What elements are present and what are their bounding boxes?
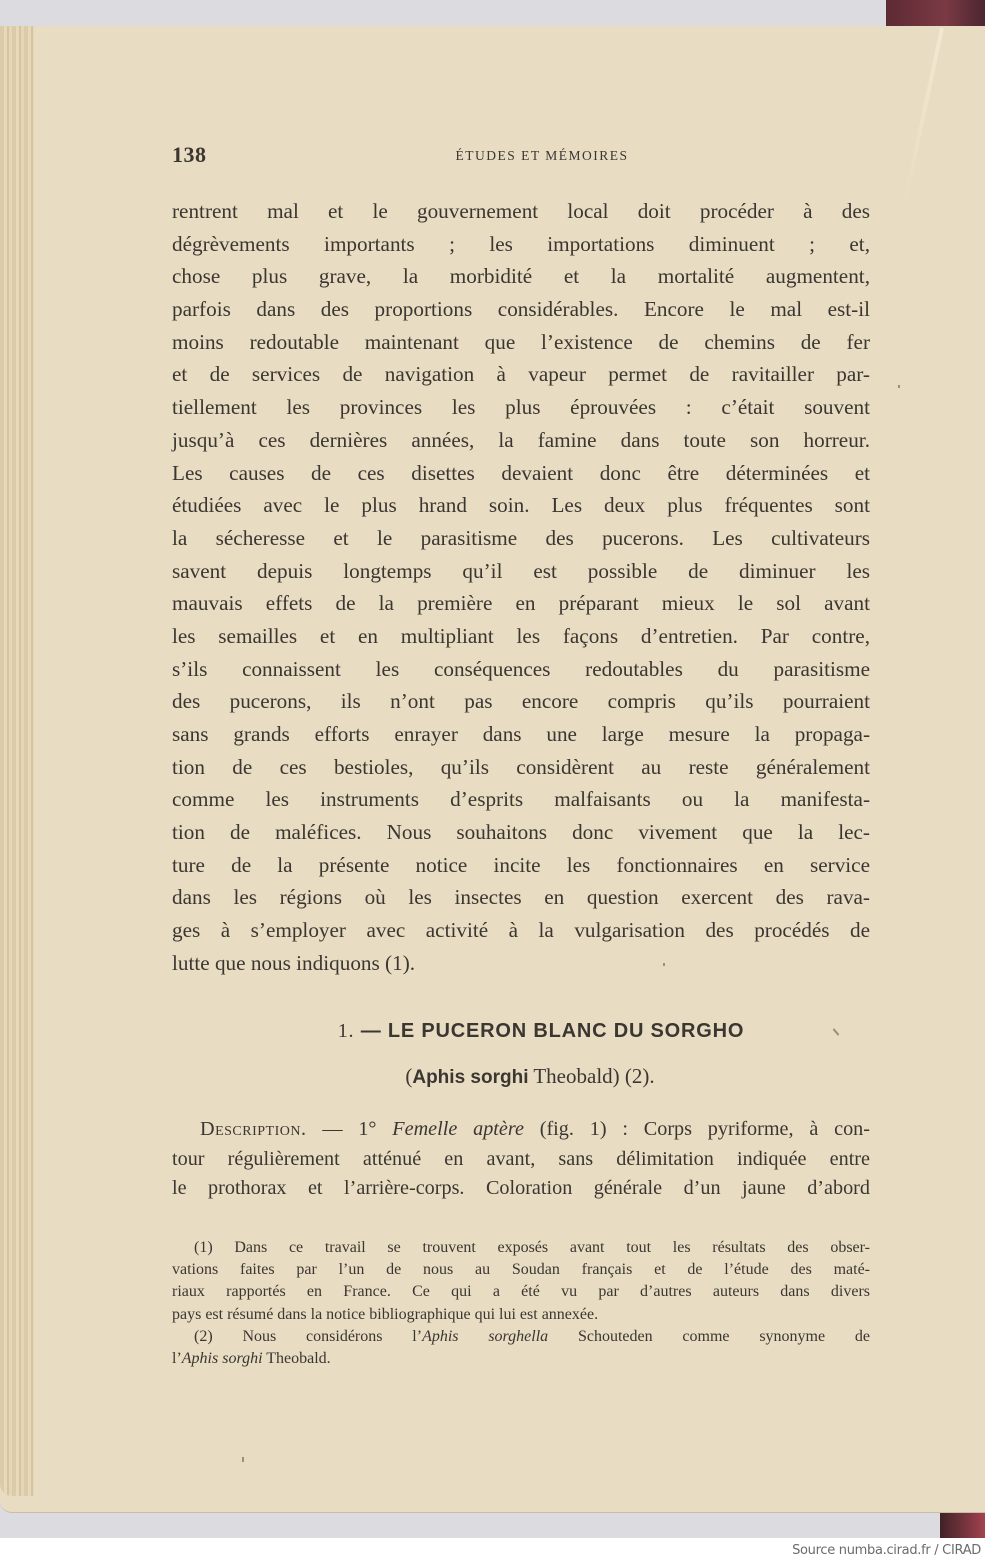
description-sep: — 1° [306, 1118, 393, 1140]
paper-speck [898, 385, 900, 388]
description-line: tour régulièrement atténué en avant, sans délimitation indiquée entre [172, 1147, 870, 1170]
book-cover-bottom [940, 1512, 985, 1538]
running-head [172, 142, 872, 172]
body-line: tion de maléfices. Nous souhaitons donc vivement que la lec- [172, 820, 870, 845]
body-line: ges à s’employer avec activité à la vulgarisation des procédés de [172, 918, 870, 943]
body-line: lutte que nous indiquons (1). [172, 950, 416, 975]
description-line [172, 1115, 870, 1145]
body-line: mauvais effets de la première en préparant mieux le sol avant [172, 591, 870, 616]
body-line: chose plus grave, la morbidité et la mortalité augmentent, [172, 264, 870, 289]
footnotes [172, 1237, 870, 1370]
section-number: 1. [337, 1020, 355, 1042]
description-text: (fig. 1) : Corps pyriforme, à con- [523, 1118, 870, 1140]
description-label: Description. [200, 1118, 307, 1140]
footnote-line [172, 1348, 870, 1370]
body-line: tion de ces bestioles, qu’ils considèrent au reste généralement [172, 754, 870, 779]
body-line: parfois dans des proportions considérables. Encore le mal est-il [172, 297, 870, 322]
fn2-text: (2) Nous considérons l’ [194, 1327, 423, 1345]
subtitle-paren: ( [405, 1064, 413, 1088]
description-line: le prothorax et l’arrière-corps. Coloration générale d’un jaune d’abord [172, 1177, 870, 1199]
body-line: rentrent mal et le gouvernement local doit procéder à des [172, 199, 870, 223]
section-dash: — [360, 1020, 382, 1042]
section-heading [172, 1020, 870, 1043]
footnote-line: pays est résumé dans la notice bibliographique qui lui est annexée. [172, 1305, 599, 1323]
description-italic: Femelle aptère [392, 1118, 524, 1140]
body-line: tiellement les provinces les plus éprouvées : c’était souvent [172, 395, 870, 420]
body-line: s’ils connaissent les conséquences redoutables du parasitisme [172, 656, 870, 681]
section-title-text: LE PUCERON BLANC DU SORGHO [387, 1020, 745, 1042]
section-subtitle [172, 1064, 870, 1089]
paper-speck [242, 1457, 244, 1462]
body-line: savent depuis longtemps qu’il est possible de diminuer les [172, 558, 870, 583]
footnote-line: riaux rapportés en France. Ce qui a été vu par d’autres auteurs dans divers [172, 1283, 870, 1301]
body-line: jusqu’à ces dernières années, la famine dans toute son horreur. [172, 427, 870, 452]
source-credit: Source numba.cirad.fr / CIRAD [792, 1543, 981, 1558]
body-line: les semailles et en multipliant les façons d’entretien. Par contre, [172, 623, 870, 648]
footnote-line: (1) Dans ce travail se trouvent exposés avant tout les résultats des obser- [194, 1239, 870, 1256]
body-line: comme les instruments d’esprits malfaisants ou la manifesta- [172, 787, 870, 812]
running-title: ÉTUDES ET MÉMOIRES [455, 148, 629, 163]
fn2-text: l’ [172, 1349, 182, 1367]
body-paragraph [172, 195, 870, 980]
footnote-2 [172, 1326, 870, 1370]
fn2-italic: Aphis sorghi [181, 1349, 263, 1367]
page-stack-edge [0, 26, 34, 1496]
body-line: la sécheresse et le parasitisme des pucerons. Les cultivateurs [172, 525, 870, 550]
page-number: 138 [172, 142, 207, 167]
body-line: dans les régions où les insectes en question exercent des rava- [172, 885, 870, 910]
body-line: Les causes de ces disettes devaient donc être déterminées et [172, 460, 870, 485]
body-line: et de services de navigation à vapeur permet de ravitailler par- [172, 362, 870, 387]
book-cover-top [886, 0, 985, 28]
species-author: Theobald) (2). [528, 1064, 655, 1088]
body-line: des pucerons, ils n’ont pas encore compris qu’ils pourraient [172, 689, 870, 714]
fn2-text: Theobald. [262, 1349, 331, 1367]
description-paragraph [172, 1115, 870, 1204]
body-line: dégrèvements importants ; les importations diminuent ; et, [172, 231, 870, 256]
body-line: moins redoutable maintenant que l’existence de chemins de fer [172, 329, 870, 354]
species-name: Aphis sorghi [412, 1067, 529, 1088]
footnote-line [172, 1326, 870, 1348]
fn2-text: Schouteden comme synonyme de [548, 1327, 871, 1345]
body-line: étudiées avec le plus hrand soin. Les deux plus fréquentes sont [172, 493, 870, 518]
footnote-line: vations faites par l’un de nous au Soudan français et de l’étude des maté- [172, 1261, 870, 1279]
fn2-italic: Aphis sorghella [422, 1327, 549, 1345]
footnote-1 [172, 1237, 870, 1326]
body-line: ture de la présente notice incite les fonctionnaires en service [172, 852, 870, 877]
body-line: sans grands efforts enrayer dans une large mesure la propaga- [172, 722, 870, 746]
